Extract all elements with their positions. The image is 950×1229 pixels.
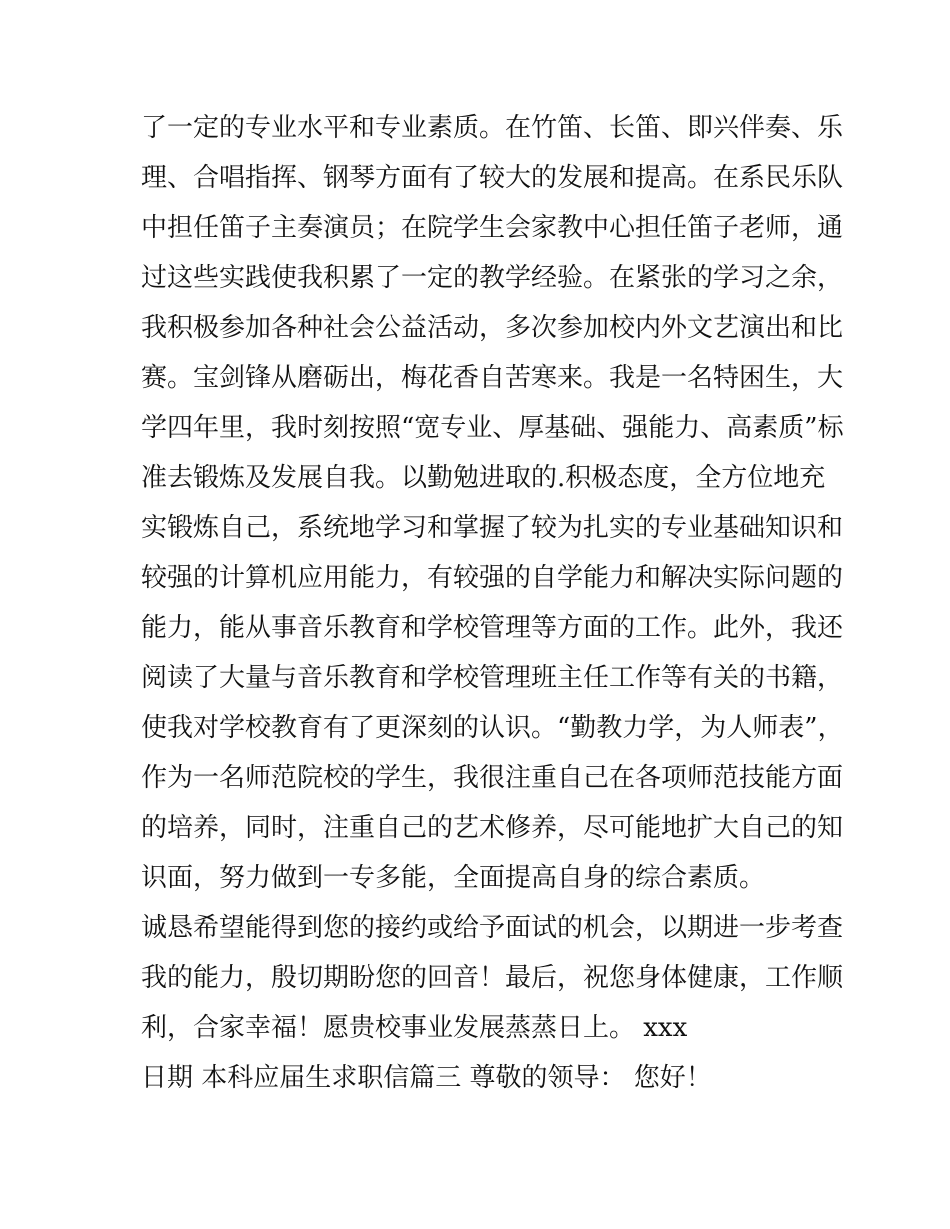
text-line: 较强的计算机应用能力，有较强的自学能力和解决实际问题的 bbox=[141, 563, 844, 593]
text-line: 作为一名师范院校的学生，我很注重自己在各项师范技能方面 bbox=[141, 763, 844, 793]
text-line: 过这些实践使我积累了一定的教学经验。在紧张的学习之余， bbox=[141, 263, 844, 293]
text-line: 准去锻炼及发展自我。以勤勉进取的.积极态度，全方位地充 bbox=[141, 463, 826, 493]
text-line: 了一定的专业水平和专业素质。在竹笛、长笛、即兴伴奏、乐 bbox=[141, 113, 844, 143]
text-line: 诚恳希望能得到您的接约或给予面试的机会，以期进一步考查 bbox=[141, 913, 844, 943]
text-line: 阅读了大量与音乐教育和学校管理班主任工作等有关的书籍， bbox=[141, 663, 844, 693]
text-line: 利，合家幸福！愿贵校事业发展蒸蒸日上。 xxx bbox=[141, 1013, 688, 1043]
text-line: 的培养，同时，注重自己的艺术修养，尽可能地扩大自己的知 bbox=[141, 813, 844, 843]
text-line: 日期 本科应届生求职信篇三 尊敬的领导： 您好！ bbox=[141, 1063, 712, 1093]
text-line: 我积极参加各种社会公益活动，多次参加校内外文艺演出和比 bbox=[141, 313, 844, 343]
text-line: 赛。宝剑锋从磨砺出，梅花香自苦寒来。我是一名特困生，大 bbox=[141, 363, 844, 393]
text-line: 实锻炼自己，系统地学习和掌握了较为扎实的专业基础知识和 bbox=[141, 513, 844, 543]
text-line: 识面，努力做到一专多能，全面提高自身的综合素质。 bbox=[141, 863, 766, 893]
text-line: 使我对学校教育有了更深刻的认识。“勤教力学，为人师表”， bbox=[141, 713, 844, 743]
text-line: 我的能力，殷切期盼您的回音！最后，祝您身体健康，工作顺 bbox=[141, 963, 844, 993]
text-line: 学四年里，我时刻按照“宽专业、厚基础、强能力、高素质”标 bbox=[141, 413, 844, 443]
text-line: 理、合唱指挥、钢琴方面有了较大的发展和提高。在系民乐队 bbox=[141, 163, 844, 193]
text-line: 中担任笛子主奏演员；在院学生会家教中心担任笛子老师，通 bbox=[141, 213, 844, 243]
text-line: 能力，能从事音乐教育和学校管理等方面的工作。此外，我还 bbox=[141, 613, 844, 643]
